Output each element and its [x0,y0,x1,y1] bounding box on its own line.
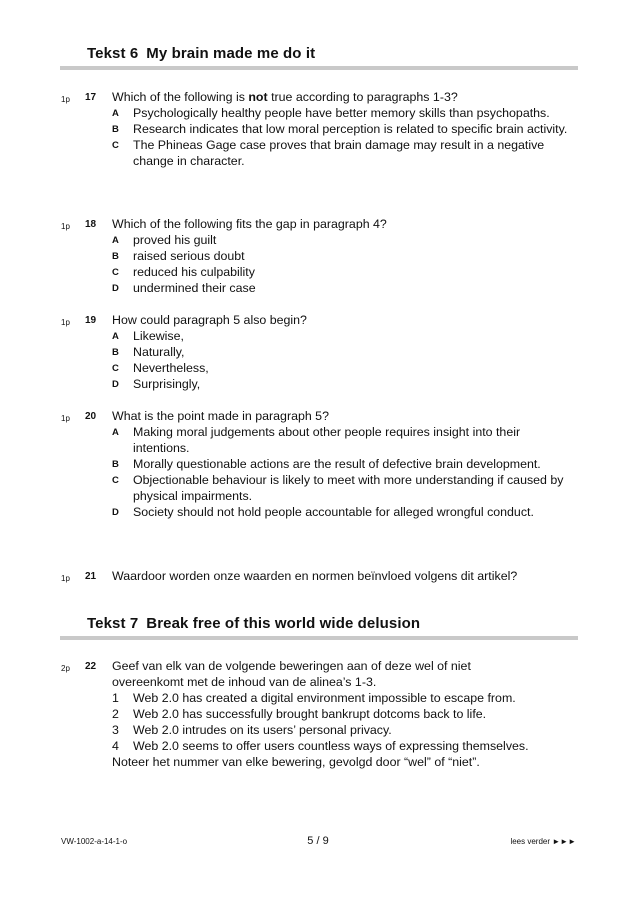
statement-number: 3 [112,723,119,737]
statement-text: Web 2.0 intrudes on its users’ personal privacy. [133,723,392,737]
option-letter: D [112,379,119,390]
answer-options [112,424,572,520]
section-title: Break free of this world wide delusion [146,615,421,632]
option-letter: D [112,283,119,294]
option-b [112,121,572,137]
answer-options [112,105,572,169]
option-text: Psychologically healthy people have better memory skills than psychopaths. [133,106,550,120]
option-text: Naturally, [133,345,185,359]
exam-code: VW-1002-a-14-1-o [61,837,128,846]
option-text: Surprisingly, [133,377,201,391]
question-points: 1p [61,574,70,583]
option-letter: A [112,331,119,342]
statement-2 [112,706,572,722]
option-letter: C [112,475,119,486]
question-number: 19 [85,315,97,326]
question-points: 1p [61,318,70,327]
statement-text: Web 2.0 seems to offer users countless ways of expressing themselves. [133,739,529,753]
option-letter: C [112,267,119,278]
option-letter: C [112,363,119,374]
stem-emphasis: not [248,90,268,104]
option-text: raised serious doubt [133,249,245,263]
option-b [112,344,572,360]
answer-options [112,232,572,296]
option-text: The Phineas Gage case proves that brain damage may result in a negative change in character. [133,138,545,168]
option-c [112,137,572,169]
option-text: reduced his culpability [133,265,255,279]
option-letter: A [112,108,119,119]
page-number: 5 / 9 [307,835,329,847]
option-text: Making moral judgements about other people requires insight into their intentions. [133,425,521,455]
continue-note: lees verder ►►► [510,837,576,846]
stem-text: true according to paragraphs 1-3? [267,90,458,104]
question-stem: What is the point made in paragraph 5? [112,409,329,423]
question-number: 20 [85,411,97,422]
statement-3 [112,722,572,738]
option-letter: A [112,235,119,246]
statement-4 [112,738,572,754]
question-stem: Geef van elk van de volgende beweringen aan of deze wel of niet overeenkomt met de inhoud van de alinea’s 1-3. [112,659,471,689]
stem-text: Which of the following is [112,90,249,104]
option-c [112,264,572,280]
statement-number: 1 [112,691,119,705]
statement-number: 2 [112,707,119,721]
option-letter: B [112,124,119,135]
option-text: Research indicates that low moral perception is related to specific brain activity. [133,122,568,136]
option-letter: C [112,140,119,151]
question-stem: Which of the following fits the gap in paragraph 4? [112,217,387,231]
section-heading-tekst-6 [87,45,315,62]
statement-list [112,690,572,770]
option-a [112,232,572,248]
question-points: 1p [61,95,70,104]
section-divider [60,66,578,70]
question-stem: How could paragraph 5 also begin? [112,313,307,327]
option-a [112,424,572,456]
option-d [112,376,572,392]
option-a [112,328,572,344]
question-number: 21 [85,571,97,582]
option-d [112,504,572,520]
option-c [112,360,572,376]
question-number: 22 [85,661,97,672]
option-letter: D [112,507,119,518]
option-b [112,456,572,472]
question-stem: Waardoor worden onze waarden en normen beïnvloed volgens dit artikel? [112,569,518,583]
section-heading-tekst-7 [87,615,420,632]
option-text: Likewise, [133,329,184,343]
question-points: 1p [61,222,70,231]
option-d [112,280,572,296]
statement-text: Web 2.0 has created a digital environment impossible to escape from. [133,691,516,705]
question-number: 18 [85,219,97,230]
option-text: undermined their case [133,281,256,295]
option-letter: B [112,347,119,358]
section-title: My brain made me do it [146,45,316,62]
question-instruction: Noteer het nummer van elke bewering, gevolgd door “wel” of “niet”. [112,755,480,769]
answer-options [112,328,572,392]
statement-1 [112,690,572,706]
section-label: Tekst 6 [87,45,139,62]
statement-text: Web 2.0 has successfully brought bankrupt dotcoms back to life. [133,707,487,721]
option-text: Society should not hold people accountable for alleged wrongful conduct. [133,505,534,519]
option-text: Objectionable behaviour is likely to meet with more understanding if caused by physical impairments. [133,473,564,503]
option-text: proved his guilt [133,233,217,247]
option-a [112,105,572,121]
question-stem [112,89,572,105]
option-b [112,248,572,264]
option-letter: B [112,459,119,470]
statement-number: 4 [112,739,119,753]
option-letter: B [112,251,119,262]
question-points: 2p [61,664,70,673]
question-points: 1p [61,414,70,423]
option-letter: A [112,427,119,438]
option-text: Morally questionable actions are the result of defective brain development. [133,457,541,471]
section-divider [60,636,578,640]
option-c [112,472,572,504]
section-label: Tekst 7 [87,615,139,632]
question-number: 17 [85,92,97,103]
option-text: Nevertheless, [133,361,209,375]
